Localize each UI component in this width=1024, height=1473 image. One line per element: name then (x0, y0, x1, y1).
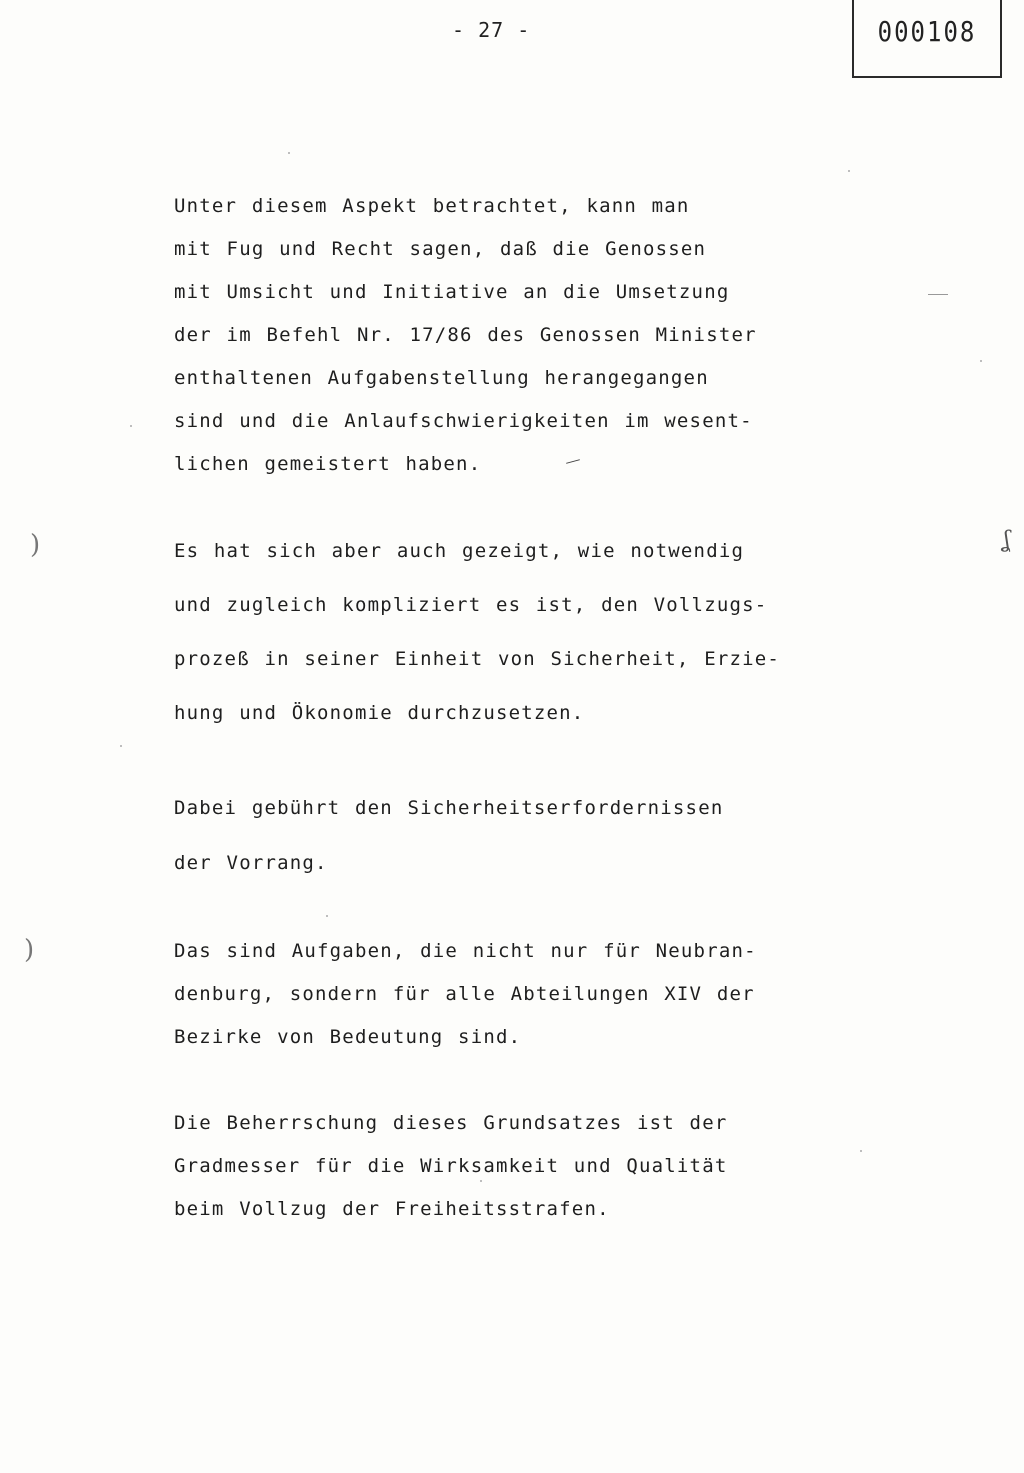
scan-speck (130, 425, 132, 427)
text-line: denburg, sondern für alle Abteilungen XIV der (174, 983, 755, 1005)
text-line: der im Befehl Nr. 17/86 des Genossen Minister (174, 324, 757, 346)
paragraph-3 (174, 781, 814, 891)
scan-speck (980, 360, 982, 362)
text-line: Dabei gebührt den Sicherheitserfordernissen (174, 797, 724, 819)
scan-speck (288, 152, 290, 154)
text-line: enthaltenen Aufgabenstellung herangegangen (174, 367, 709, 389)
text-line: mit Umsicht und Initiative an die Umsetzung (174, 281, 730, 303)
text-line: Die Beherrschung dieses Grundsatzes ist der (174, 1112, 728, 1134)
text-line: beim Vollzug der Freiheitsstrafen. (174, 1198, 610, 1220)
archive-stamp (852, 0, 1002, 78)
text-line: und zugleich kompliziert es ist, den Vollzugs- (174, 594, 768, 616)
text-line: Unter diesem Aspekt betrachtet, kann man (174, 195, 690, 217)
text-line: hung und Ökonomie durchzusetzen. (174, 702, 585, 724)
scan-speck (480, 1180, 482, 1182)
scan-speck (848, 170, 850, 172)
scan-margin-mark: ʆ (1003, 528, 1011, 553)
text-line: Bezirke von Bedeutung sind. (174, 1026, 522, 1048)
scan-margin-mark: ) (30, 530, 41, 560)
paragraph-4 (174, 930, 814, 1059)
text-line: Es hat sich aber auch gezeigt, wie notwendig (174, 540, 745, 562)
text-line: prozeß in seiner Einheit von Sicherheit, Erzie- (174, 648, 781, 670)
scan-speck (326, 915, 328, 917)
text-line: der Vorrang. (174, 852, 328, 874)
text-line: Gradmesser für die Wirksamkeit und Qualität (174, 1155, 728, 1177)
stamp-number: 000108 (877, 15, 977, 49)
text-line: Das sind Aufgaben, die nicht nur für Neubran- (174, 940, 757, 962)
paragraph-5 (174, 1102, 814, 1231)
text-line: lichen gemeistert haben. (174, 453, 482, 475)
paragraph-2 (174, 524, 814, 740)
text-line: sind und die Anlaufschwierigkeiten im wesent- (174, 410, 753, 432)
scan-dash-mark (928, 294, 948, 295)
scan-speck (120, 745, 122, 747)
scan-margin-mark: ) (24, 935, 35, 965)
page-number: - 27 - (452, 18, 531, 42)
paragraph-1 (174, 185, 814, 486)
text-line: mit Fug und Recht sagen, daß die Genossen (174, 238, 707, 260)
scan-speck (860, 1150, 862, 1152)
